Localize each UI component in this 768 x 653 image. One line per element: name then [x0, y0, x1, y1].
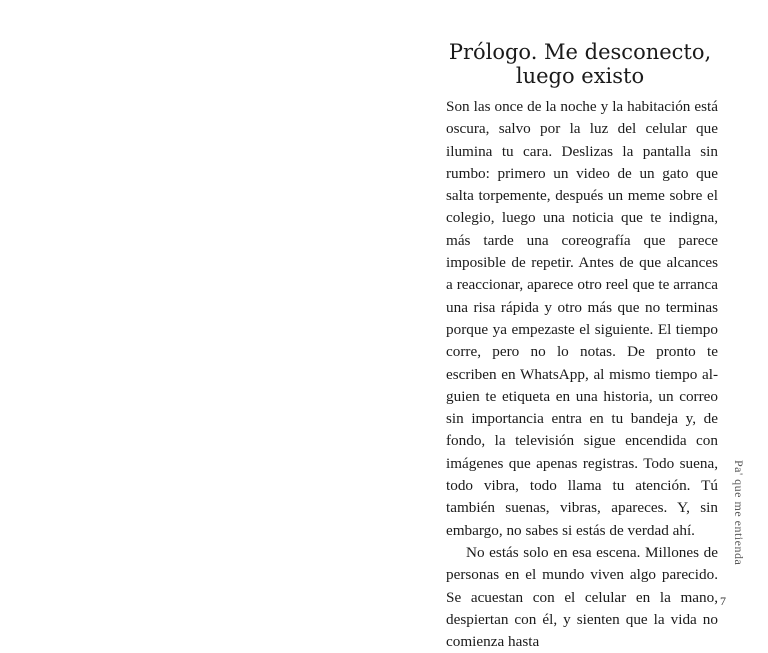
paragraph-2: No estás solo en esa escena. Millones de personas en el mundo viven algo parecido. Se acuestan con el celular en la mano, despiertan con él, y sienten que la vida no comienza hasta	[446, 543, 718, 651]
paragraph-1: Son las once de la noche y la habitación está oscura, salvo por la luz del celular que ilumina tu cara. Deslizas la pantalla sin rumbo: primero un video de un gato que salta torpemente, después un meme sobre el colegio, luego una noticia que te indigna, más tarde una coreografía que parece imposible de repetir. Antes de que alcances a reaccionar, aparece otro reel que te arranca una risa rápida y otro más que no terminas porque ya empezaste el siguiente. El tiempo corre, pero no lo notas. De pronto te escriben en WhatsApp, al mismo tiempo alguien te etiqueta en una historia, un correo sin importancia entra en tu bandeja y, de fondo, la televisión sigue encendida con imágenes que apenas registras. Todo suena, todo vibra, todo llama tu atención. Tú también suenas, vibras, apareces. Y, sin embargo, no sabes si estás de verdad ahí.	[446, 98, 718, 539]
running-head: Pa' que me entienda	[732, 460, 746, 566]
chapter-title: Prólogo. Me desconecto, luego existo	[448, 40, 712, 88]
body-text	[446, 96, 718, 653]
page-number: 7	[720, 594, 726, 608]
